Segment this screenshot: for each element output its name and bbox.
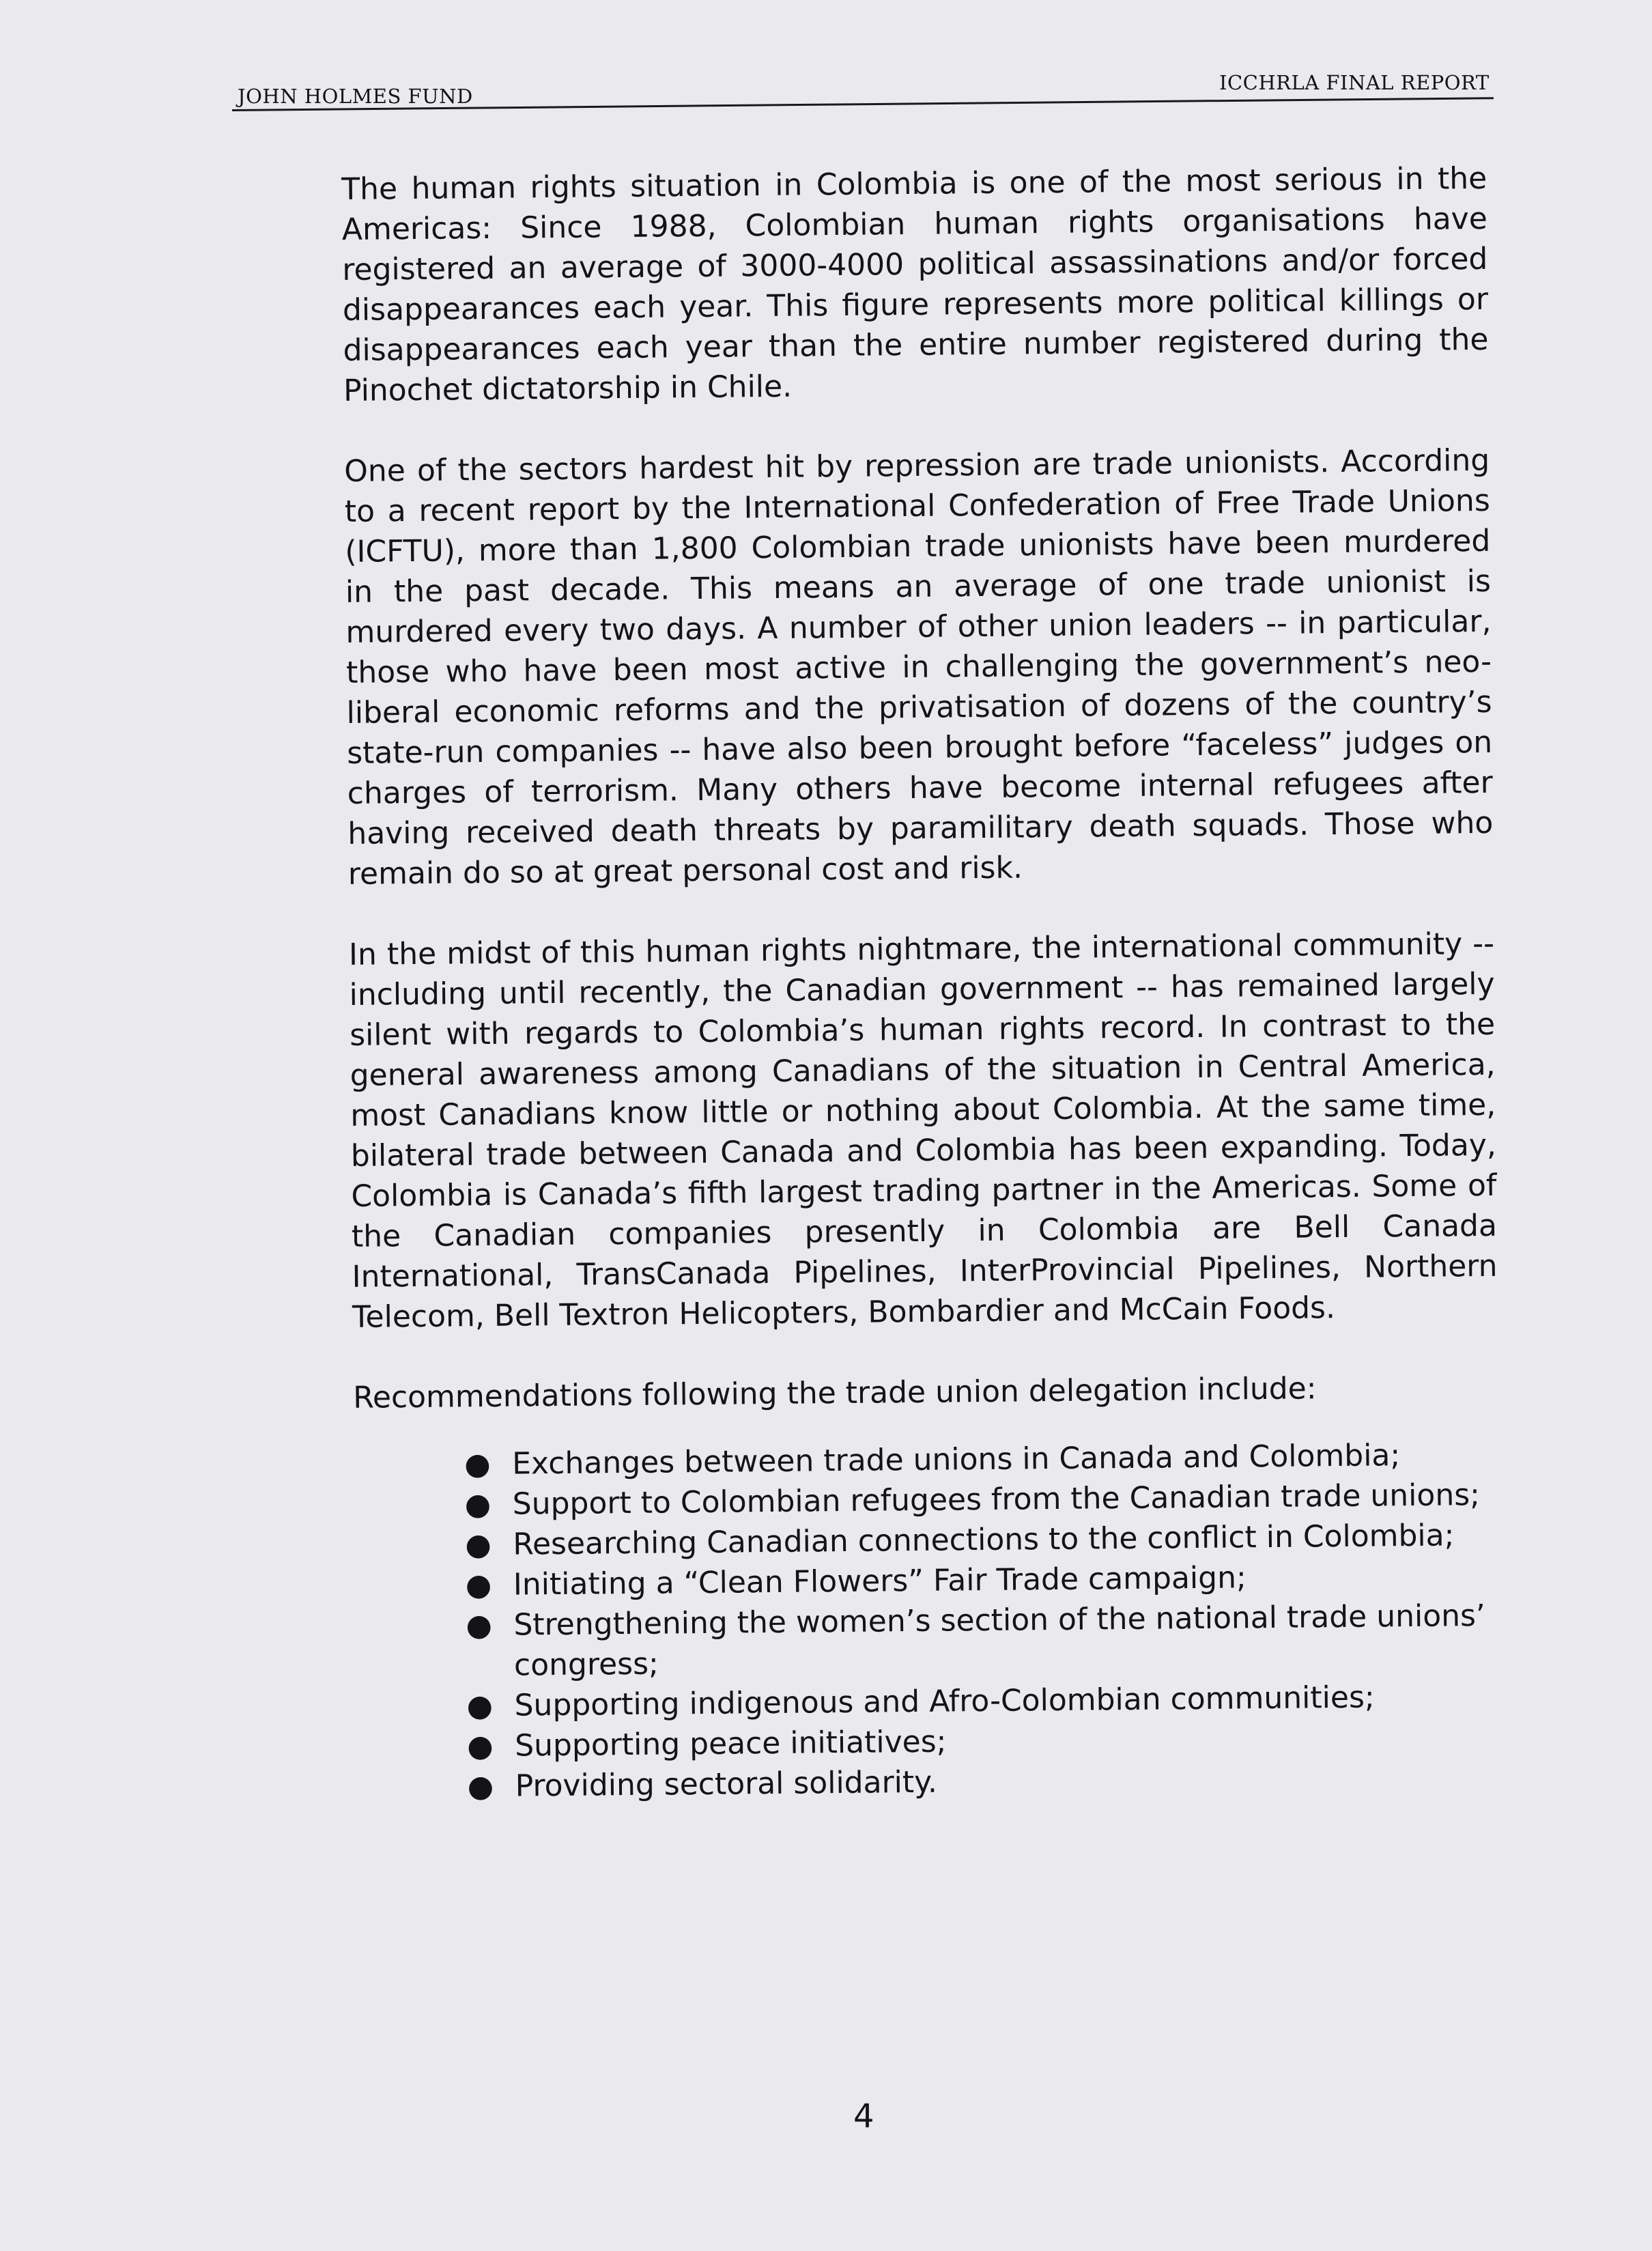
list-item-text: Support to Colombian refugees from the Canadian trade unions; (512, 1477, 1481, 1522)
list-item-text: Researching Canadian connections to the conflict in Colombia; (513, 1518, 1455, 1562)
bullet-icon: ● (467, 1768, 494, 1804)
page-body (341, 158, 1503, 1808)
paragraph-recommendations-intro: Recommendations following the trade union delegation include: (353, 1371, 1317, 1415)
bullet-icon: ● (465, 1567, 492, 1603)
paragraph-trade-unionists: One of the sectors hardest hit by repression are trade unionists. According to a recent report by the International Confederation of Free Trade Unions (ICFTU), more than 1,800 Colombian trade unionists have been murdered in the past decade. This means an average of one trade unionist is murdered every two days. A number of other union leaders -- in particular, those who have been most active in challenging the government’s neo-liberal economic reforms and the privatisation of dozens of the country’s state-run companies -- have also been brought before “faceless” judges on charges of terrorism. Many others have become internal refugees after having received death threats by paramilitary death squads. Those who remain do so at great personal cost and risk. (344, 442, 1494, 892)
bullet-icon: ● (466, 1607, 493, 1643)
bullet-icon: ● (466, 1688, 494, 1724)
bullet-icon: ● (466, 1728, 494, 1764)
list-item-text: Providing sectoral solidarity. (515, 1764, 938, 1804)
list-item-text: Exchanges between trade unions in Canada and Colombia; (511, 1438, 1401, 1482)
header-right-title: ICCHRLA FINAL REPORT (1219, 71, 1490, 94)
list-item-text: Supporting indigenous and Afro-Colombian communities; (514, 1680, 1375, 1723)
paragraph-international-community: In the midst of this human rights nightmare, the international community -- including until recently, the Canadian government -- has remained largely silent with regards to Colombia’s human rights record. In contrast to the general awareness among Canadians of the situation in Central America, most Canadians know little or nothing about Colombia. At the same time, bilateral trade between Canada and Colombia has been expanding. Today, Colombia is Canada’s fifth largest trading partner in the Americas. Some of the Canadian companies presently in Colombia are Bell Canada International, TransCanada Pipelines, InterProvincial Pipelines, Northern Telecom, Bell Textron Helicopters, Bombardier and McCain Foods. (348, 926, 1498, 1335)
list-item-text: Strengthening the women’s section of the national trade unions’ congress; (513, 1598, 1486, 1683)
list-item-text: Initiating a “Clean Flowers” Fair Trade campaign; (513, 1560, 1247, 1602)
list-item (466, 1596, 1501, 1686)
bullet-icon: ● (465, 1527, 492, 1563)
paragraph-human-rights-situation: The human rights situation in Colombia is one of the most serious in the Americas: Since 1988, Colombian human rights organisations have registered an average of 3000-4000 political assassinations and/or forced disappearances each year. This figure represents more political killings or disappearances each year than the entire number registered during the Pinochet dictatorship in Chile. (341, 160, 1489, 408)
list-item-text: Supporting peace initiatives; (514, 1724, 947, 1764)
header-left-title: JOHN HOLMES FUND (238, 85, 473, 108)
page-number: 4 (853, 2097, 874, 2136)
bullet-icon: ● (464, 1446, 491, 1482)
list-item (467, 1757, 1502, 1807)
recommendations-list (354, 1434, 1503, 1808)
bullet-icon: ● (464, 1486, 492, 1523)
